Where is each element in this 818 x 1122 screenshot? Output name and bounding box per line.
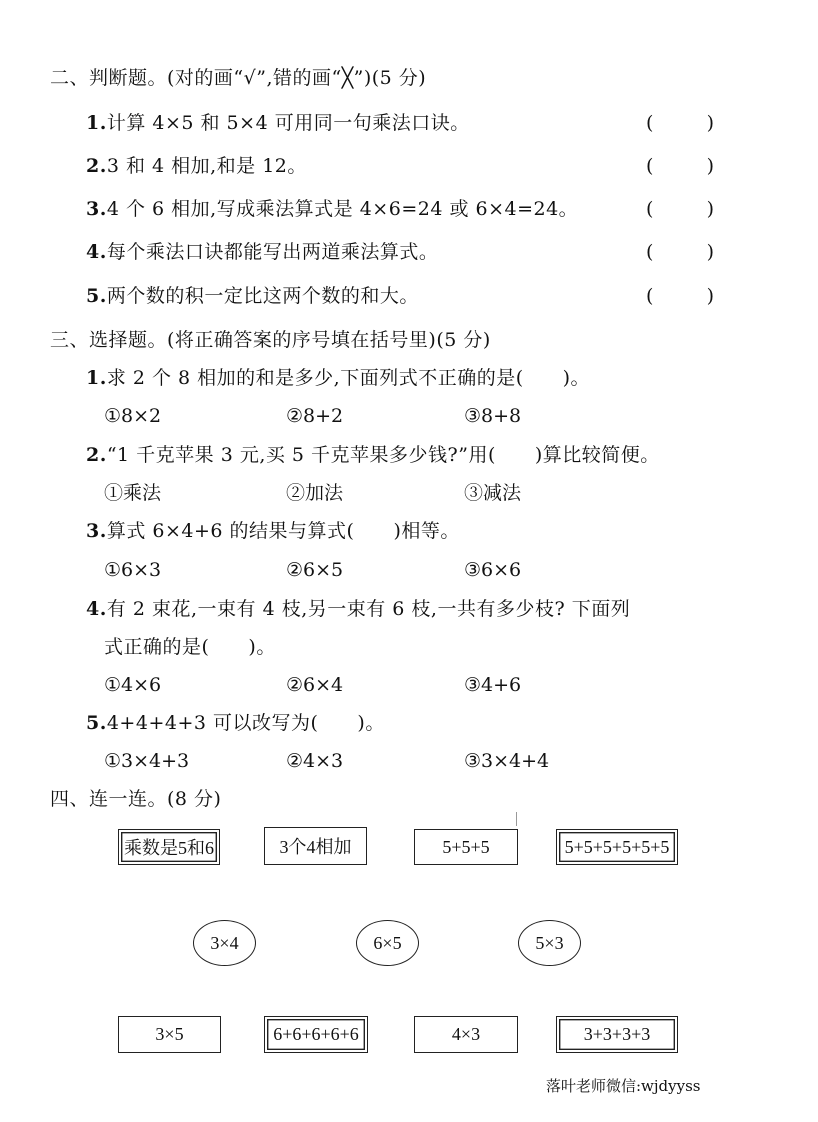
choice-option-c[interactable]: ③减法 — [464, 482, 522, 504]
footer-watermark: 落叶老师微信:wjdyyss — [546, 1077, 701, 1095]
match-bottom-box-2[interactable]: 6+6+6+6+6 — [264, 1016, 368, 1053]
answer-parentheses[interactable]: ( ) — [646, 112, 714, 134]
choice-option-b[interactable]: ②加法 — [286, 482, 344, 504]
judge-item-4 — [86, 240, 438, 264]
choice-item-number: 1. — [86, 367, 107, 389]
match-bottom-box-4[interactable]: 3+3+3+3 — [556, 1016, 678, 1053]
match-oval-1[interactable]: 3×4 — [193, 920, 256, 966]
choice-option-c[interactable]: ③4+6 — [464, 674, 522, 696]
choice-option-b[interactable]: ②4×3 — [286, 750, 344, 772]
choice-item-number: 2. — [86, 444, 107, 466]
choice-item-3 — [86, 519, 460, 543]
choice-item-text: 4+4+4+3 可以改写为( )。 — [106, 712, 385, 734]
choice-option-c[interactable]: ③8+8 — [464, 405, 522, 427]
judge-item-3 — [86, 197, 578, 221]
choice-option-a[interactable]: ①8×2 — [104, 405, 162, 427]
match-oval-3[interactable]: 5×3 — [518, 920, 581, 966]
answer-parentheses[interactable]: ( ) — [646, 155, 714, 177]
choice-item-text: “1 千克苹果 3 元,买 5 千克苹果多少钱?”用( )算比较简便。 — [106, 444, 660, 466]
choice-item-5 — [86, 711, 385, 735]
match-bottom-box-3[interactable]: 4×3 — [414, 1016, 518, 1053]
choice-item-text: 算式 6×4+6 的结果与算式( )相等。 — [106, 520, 460, 542]
judge-item-text: 计算 4×5 和 5×4 可用同一句乘法口诀。 — [106, 112, 470, 134]
judge-item-1 — [86, 111, 470, 135]
match-top-box-4[interactable]: 5+5+5+5+5+5 — [556, 829, 678, 865]
judge-item-2 — [86, 154, 307, 178]
judge-item-number: 2. — [86, 155, 107, 177]
match-oval-2[interactable]: 6×5 — [356, 920, 419, 966]
match-top-box-3[interactable]: 5+5+5 — [414, 829, 518, 865]
judge-item-text: 3 和 4 相加,和是 12。 — [106, 155, 307, 177]
choice-option-b[interactable]: ②6×5 — [286, 559, 344, 581]
match-bottom-box-1[interactable]: 3×5 — [118, 1016, 221, 1053]
choice-option-a[interactable]: ①6×3 — [104, 559, 162, 581]
choice-option-b[interactable]: ②6×4 — [286, 674, 344, 696]
judge-item-text: 4 个 6 相加,写成乘法算式是 4×6=24 或 6×4=24。 — [106, 198, 579, 220]
section3-title: 三、选择题。(将正确答案的序号填在括号里)(5 分) — [50, 329, 491, 351]
choice-item-2 — [86, 443, 660, 467]
answer-parentheses[interactable]: ( ) — [646, 241, 714, 263]
section4-title: 四、连一连。(8 分) — [50, 788, 222, 810]
choice-option-c[interactable]: ③6×6 — [464, 559, 522, 581]
judge-item-number: 4. — [86, 241, 107, 263]
answer-parentheses[interactable]: ( ) — [646, 198, 714, 220]
choice-item-text: 有 2 束花,一束有 4 枝,另一束有 6 枝,一共有多少枝? 下面列 — [106, 598, 631, 620]
answer-parentheses[interactable]: ( ) — [646, 285, 714, 307]
judge-item-number: 3. — [86, 198, 107, 220]
choice-item-1 — [86, 366, 590, 390]
match-top-box-1[interactable]: 乘数是5和6 — [118, 829, 220, 865]
judge-item-number: 5. — [86, 285, 107, 307]
judge-item-text: 每个乘法口诀都能写出两道乘法算式。 — [106, 241, 439, 263]
choice-option-c[interactable]: ③3×4+4 — [464, 750, 550, 772]
judge-item-text: 两个数的积一定比这两个数的和大。 — [106, 285, 419, 307]
choice-item-number: 4. — [86, 598, 107, 620]
choice-item-text-continued: 式正确的是( )。 — [104, 636, 276, 658]
section2-title: 二、判断题。(对的画“√”,错的画“╳”)(5 分) — [50, 67, 427, 89]
judge-item-number: 1. — [86, 112, 107, 134]
choice-option-a[interactable]: ①3×4+3 — [104, 750, 190, 772]
scan-mark — [516, 812, 517, 826]
judge-item-5 — [86, 284, 419, 308]
choice-item-number: 5. — [86, 712, 107, 734]
choice-option-a[interactable]: ①乘法 — [104, 482, 162, 504]
choice-item-text: 求 2 个 8 相加的和是多少,下面列式不正确的是( )。 — [106, 367, 591, 389]
choice-item-4 — [86, 597, 630, 621]
choice-item-number: 3. — [86, 520, 107, 542]
choice-option-b[interactable]: ②8+2 — [286, 405, 344, 427]
match-top-box-2[interactable]: 3个4相加 — [264, 827, 367, 865]
choice-option-a[interactable]: ①4×6 — [104, 674, 162, 696]
